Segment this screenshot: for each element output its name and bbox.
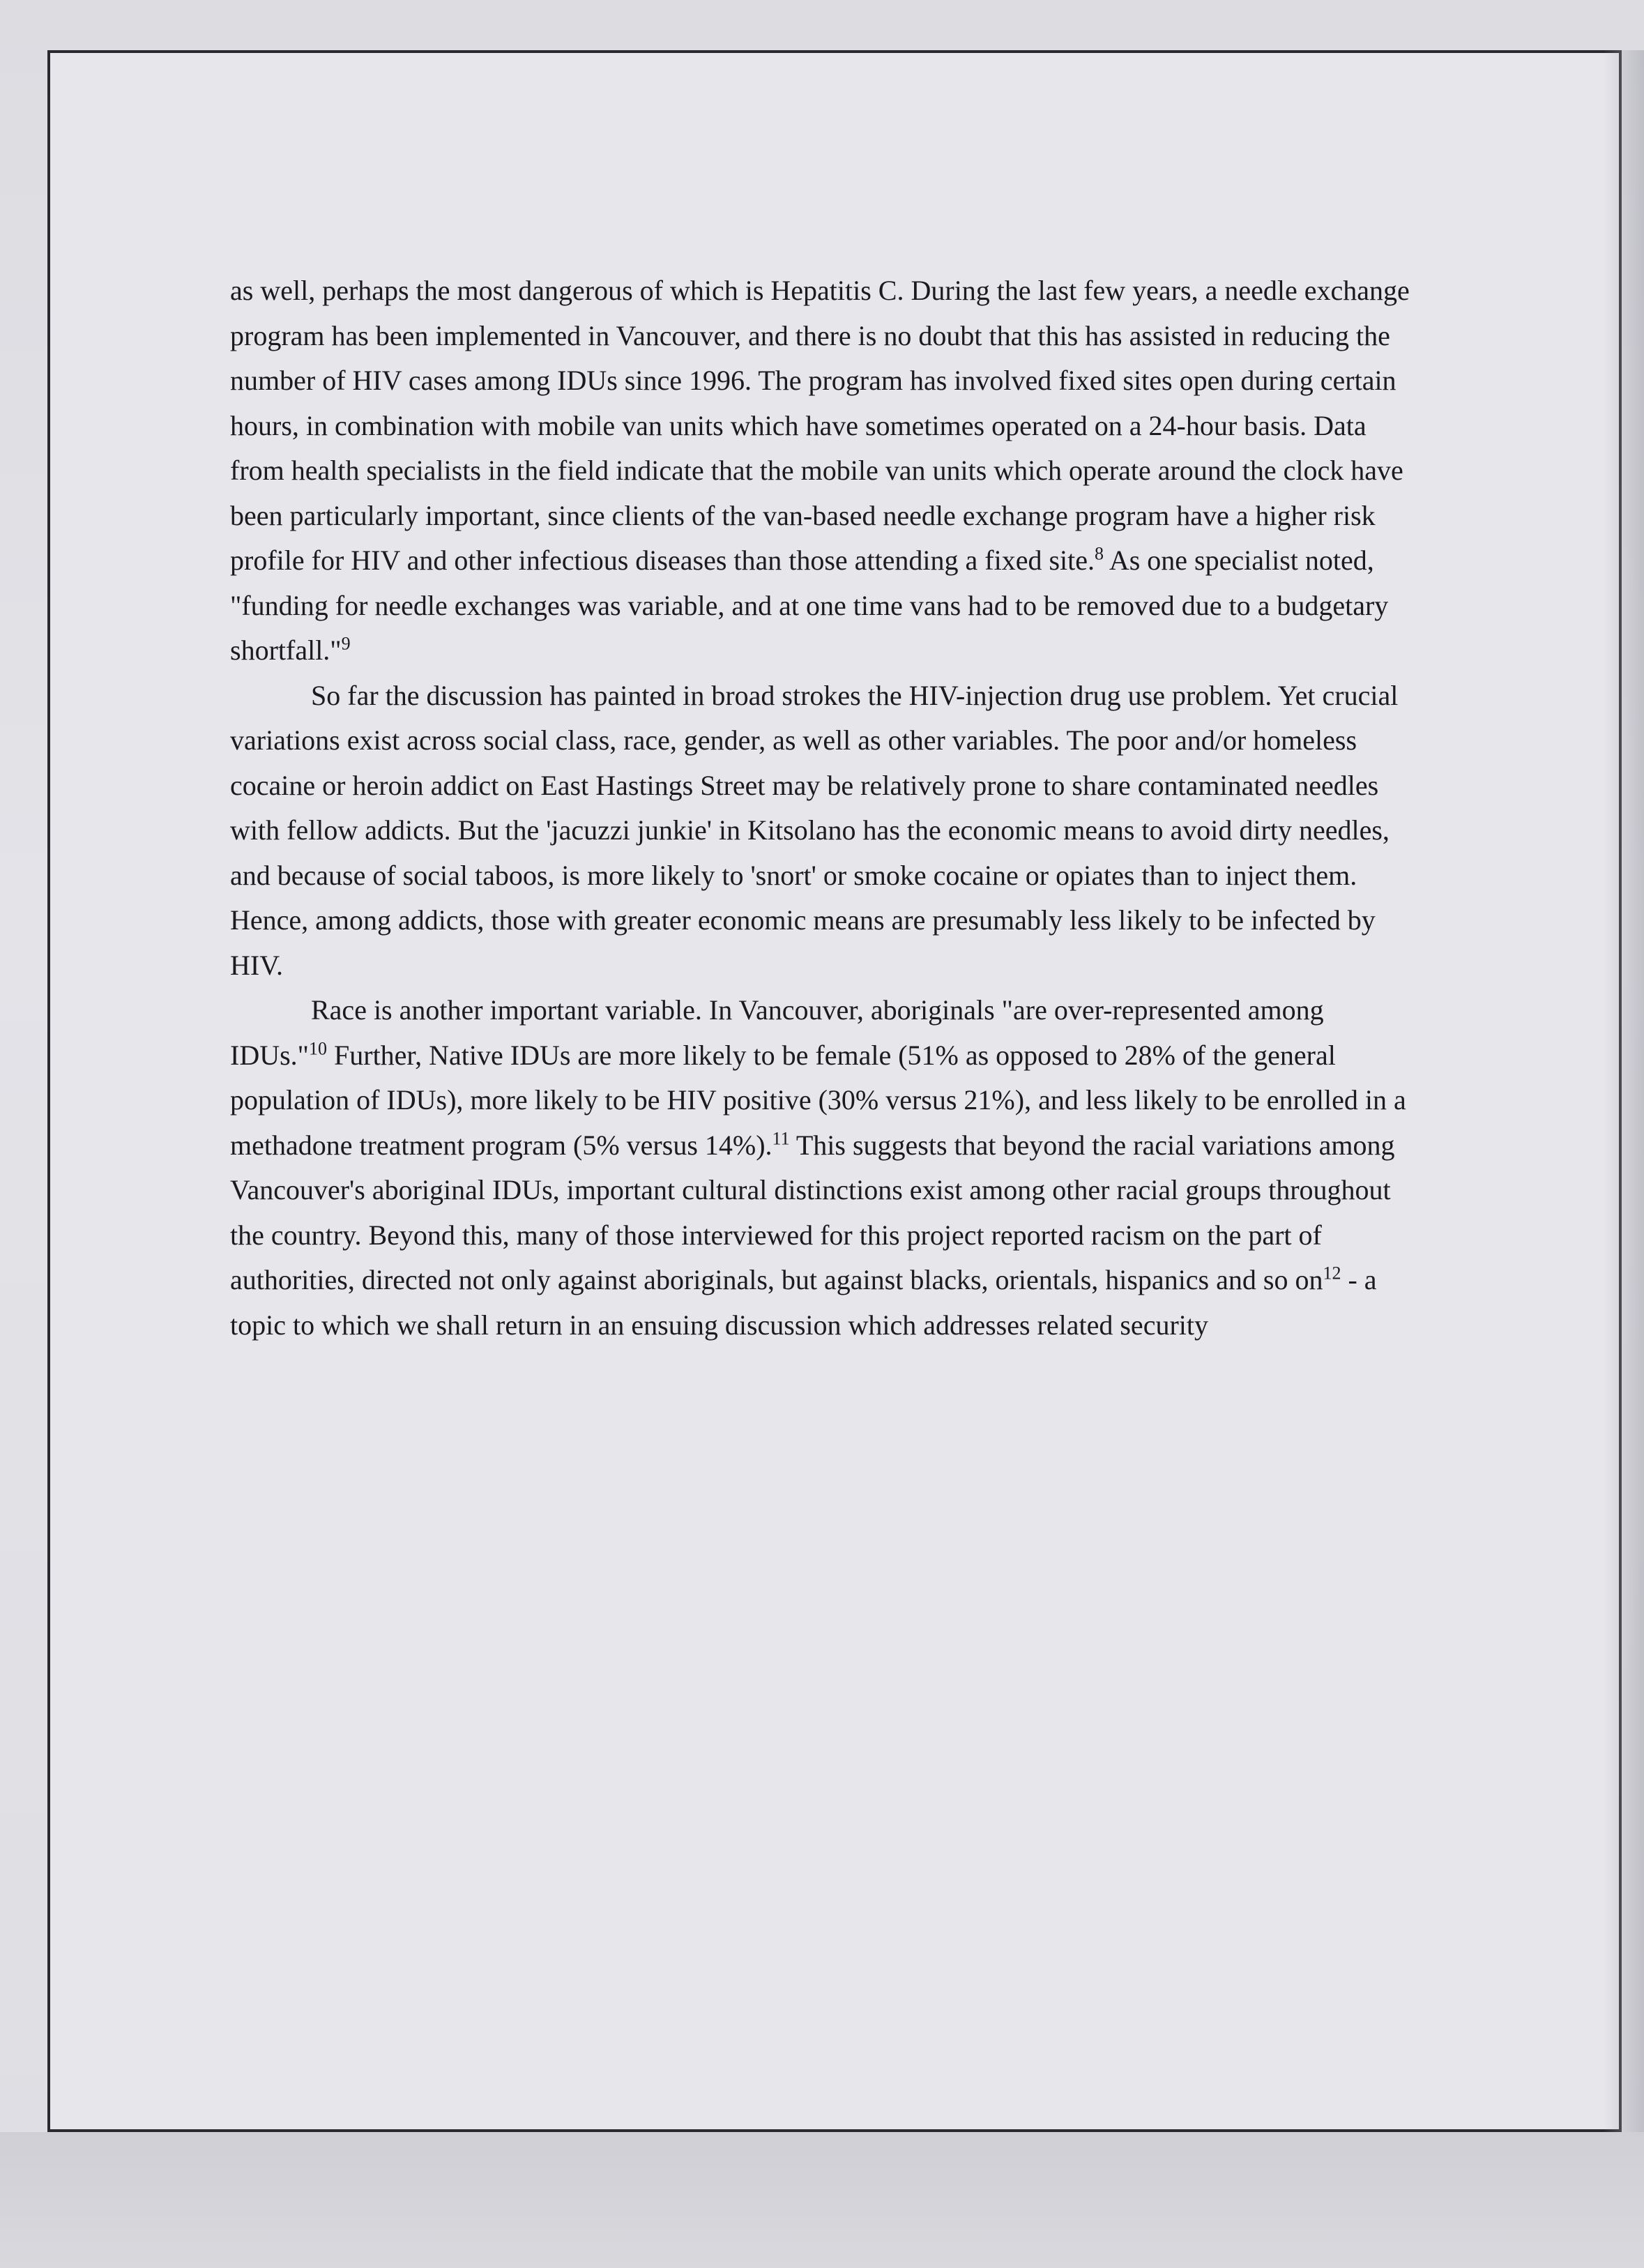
- footnote-marker: 10: [309, 1038, 327, 1059]
- footnote-marker: 12: [1323, 1263, 1341, 1284]
- paragraph-text: as well, perhaps the most dangerous of which is Hepatitis C. During the last few years, a needle exchange program has been implemented in Vancouver, and there is no doubt that this has assisted in reducing the number of HIV cases among IDUs since 1996. The program has involved fixed sites open during certain hours, in combination with mobile van units which have sometimes operated on a 24-hour basis. Data from health specialists in the field indicate that the mobile van units which operate around the clock have been particularly important, since clients of the van-based needle exchange program have a higher risk profile for HIV and other infectious diseases than those attending a fixed site.: [230, 275, 1410, 576]
- paragraph-text: Further, Native IDUs are more likely to be female (51% as opposed to 28% of the general population of IDUs), more likely to be HIV positive (30% versus 21%), and less likely to be enrolled in a methadone treatment program (5% versus 14%).: [230, 1039, 1406, 1161]
- footnote-marker: 8: [1095, 543, 1104, 564]
- paragraph-text: As one specialist noted, "funding for needle exchanges was variable, and at one time vans had to be removed due to a budgetary shortfall.": [230, 545, 1389, 666]
- paragraph-text: This suggests that beyond the racial variations among Vancouver's aboriginal IDUs, important cultural distinctions exist among other racial groups throughout the country. Beyond this, many of those interviewed for this project reported racism on the part of authorities, directed not only against aboriginals, but against blacks, orientals, hispanics and so on: [230, 1129, 1395, 1295]
- page-bottom-margin: [0, 2132, 1644, 2268]
- footnote-marker: 11: [772, 1128, 790, 1149]
- paragraph-text: Race is another important variable. In Vancouver, aboriginals "are over-represented among IDUs.": [230, 994, 1324, 1071]
- footnote-marker: 9: [341, 633, 351, 654]
- paragraph-needle-exchange: [230, 268, 1415, 673]
- paragraph-text: So far the discussion has painted in broad strokes the HIV-injection drug use problem. Yet crucial variations exist across social class, race, gender, as well as other variables. The poor and/or homeless cocaine or heroin addict on East Hastings Street may be relatively prone to share contaminated needles with fellow addicts. But the 'jacuzzi junkie' in Kitsolano has the economic means to avoid dirty needles, and because of social taboos, is more likely to 'snort' or smoke cocaine or opiates than to inject them. Hence, among addicts, those with greater economic means are presumably less likely to be infected by HIV.: [230, 679, 1399, 981]
- paragraph-social-class: [230, 673, 1415, 989]
- paragraph-text: - a topic to which we shall return in an ensuing discussion which addresses related security: [230, 1264, 1377, 1341]
- paragraph-race: [230, 988, 1415, 1348]
- document-body: [230, 268, 1415, 1348]
- page-edge-shadow: [1604, 50, 1644, 2132]
